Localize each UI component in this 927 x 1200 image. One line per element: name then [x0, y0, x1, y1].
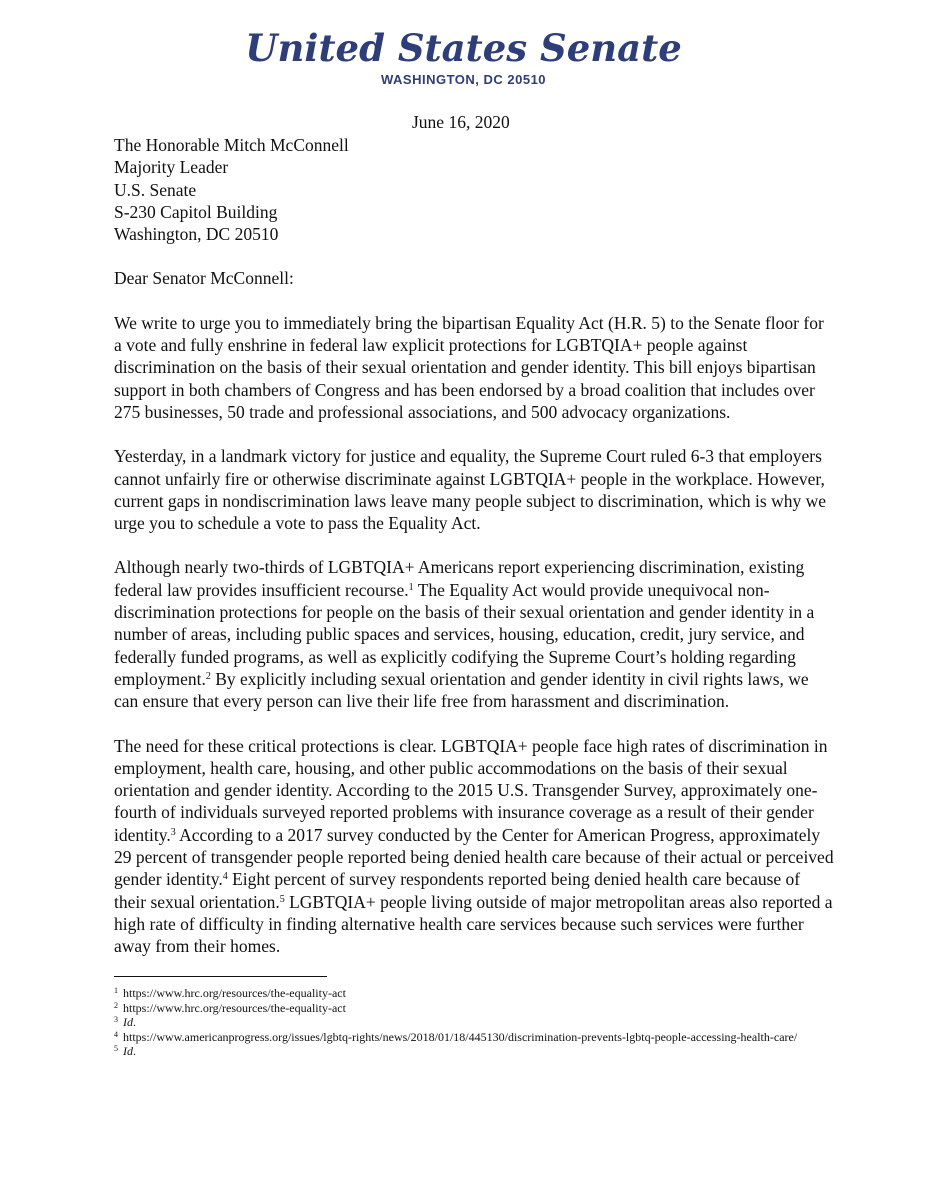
recipient-line: U.S. Senate — [114, 179, 197, 200]
footnote-number: 5 — [114, 1044, 118, 1054]
recipient-line: Washington, DC 20510 — [114, 224, 279, 245]
salutation: Dear Senator McConnell: — [114, 268, 294, 289]
footnote — [114, 1030, 814, 1045]
footnote-number: 4 — [114, 1029, 118, 1039]
footnote: $^5$ Id. — [114, 1044, 136, 1059]
paragraph-3 — [114, 556, 834, 712]
footnote-ref: 2 — [205, 670, 211, 682]
paragraph-4 — [114, 735, 834, 958]
paragraph-text: By explicitly including sexual orientation and gender identity in civil rights laws, we can ensure that every person can live their life free from harassment and discrimination. — [114, 668, 809, 712]
footnote-number: 3 — [114, 1015, 118, 1025]
paragraph-text: Eight percent of survey respondents reported being denied health care because of their sexual orientation. — [114, 869, 801, 912]
letter-body — [114, 134, 834, 958]
footnote-text: Id — [123, 1044, 133, 1059]
footnote-divider — [114, 976, 327, 977]
footnote-number: 2 — [114, 1000, 118, 1010]
footnote: $^3$ Id. — [114, 1015, 136, 1030]
footnote-text: Id — [123, 1015, 133, 1030]
paragraph-1: We write to urge you to immediately bring the bipartisan Equality Act (H.R. 5) to the Senate floor for a vote and fully enshrine in federal law explicit protections for LGBTQIA+ people against discrimination on the basis of their sexual orientation and gender identity. This bill enjoys bipartisan support in both chambers of Congress and has been endorsed by a broad coalition that includes over 275 businesses, 50 trade and professional associations, and 500 advocacy organizations. — [114, 312, 824, 422]
footnote — [114, 986, 814, 1001]
footnote-ref: 3 — [170, 826, 176, 838]
recipient-line: The Honorable Mitch McConnell — [114, 135, 349, 155]
paragraph-text: The Equality Act would provide unequivocal non-discrimination protections for people on the basis of their sexual orientation and gender identity in a number of areas, including public spaces and services, housing, education, credit, jury service, and federally funded programs, as well as explicitly codifying the Supreme Court’s holding regarding employment. — [114, 579, 815, 689]
footnote-link[interactable]: https://www.americanprogress.org/issues/lgbtq-rights/news/2018/01/18/445130/discrimination-prevents-lgbtq-people-accessing-health-care/ — [123, 1029, 798, 1044]
footnote-ref: 4 — [222, 871, 228, 883]
paragraph-text: LGBTQIA+ people living outside of major metropolitan areas also reported a high rate of difficulty in finding alternative health care services because such services were further away from their homes. — [114, 891, 833, 957]
letterhead-address: WASHINGTON, DC 20510 — [380, 72, 547, 87]
footnote-link[interactable]: https://www.hrc.org/resources/the-equality-act — [123, 1000, 346, 1015]
paragraph-text: According to a 2017 survey conducted by the Center for American Progress, approximately 29 percent of transgender people reported being denied health care because of their actual or perceived gender identity. — [114, 824, 834, 890]
footnote-ref: 5 — [279, 893, 285, 905]
letterhead-title: United States Senate — [245, 26, 682, 70]
recipient-address — [114, 134, 834, 245]
letterhead — [0, 26, 927, 87]
footnote-link[interactable]: https://www.hrc.org/resources/the-equality-act — [123, 986, 346, 1000]
letter-date: June 16, 2020 — [412, 112, 510, 132]
paragraph-2: Yesterday, in a landmark victory for justice and equality, the Supreme Court ruled 6-3 that employers cannot unfairly fire or otherwise discriminate against LGBTQIA+ people in the workplace. However, current gaps in nondiscrimination laws leave many people subject to discrimination, which is why we urge you to schedule a vote to pass the Equality Act. — [114, 446, 826, 534]
footnote-ref: 1 — [408, 581, 414, 593]
footnote-number: 1 — [114, 986, 118, 995]
paragraph-text: Although nearly two-thirds of LGBTQIA+ Americans report experiencing discrimination, existing federal law provides insufficient recourse. — [114, 557, 805, 600]
paragraph-text: The need for these critical protections is clear. LGBTQIA+ people face high rates of discrimination in employment, health care, housing, and other public accommodations on the basis of their sexual orientation and gender identity. According to the 2015 U.S. Transgender Survey, approximately one-fourth of individuals surveyed reported problems with insurance coverage as a result of their gender identity. — [114, 735, 828, 845]
footnotes — [114, 986, 814, 1059]
recipient-line: S-230 Capitol Building — [114, 201, 278, 222]
recipient-line: Majority Leader — [114, 157, 229, 178]
footnote — [114, 1001, 814, 1016]
